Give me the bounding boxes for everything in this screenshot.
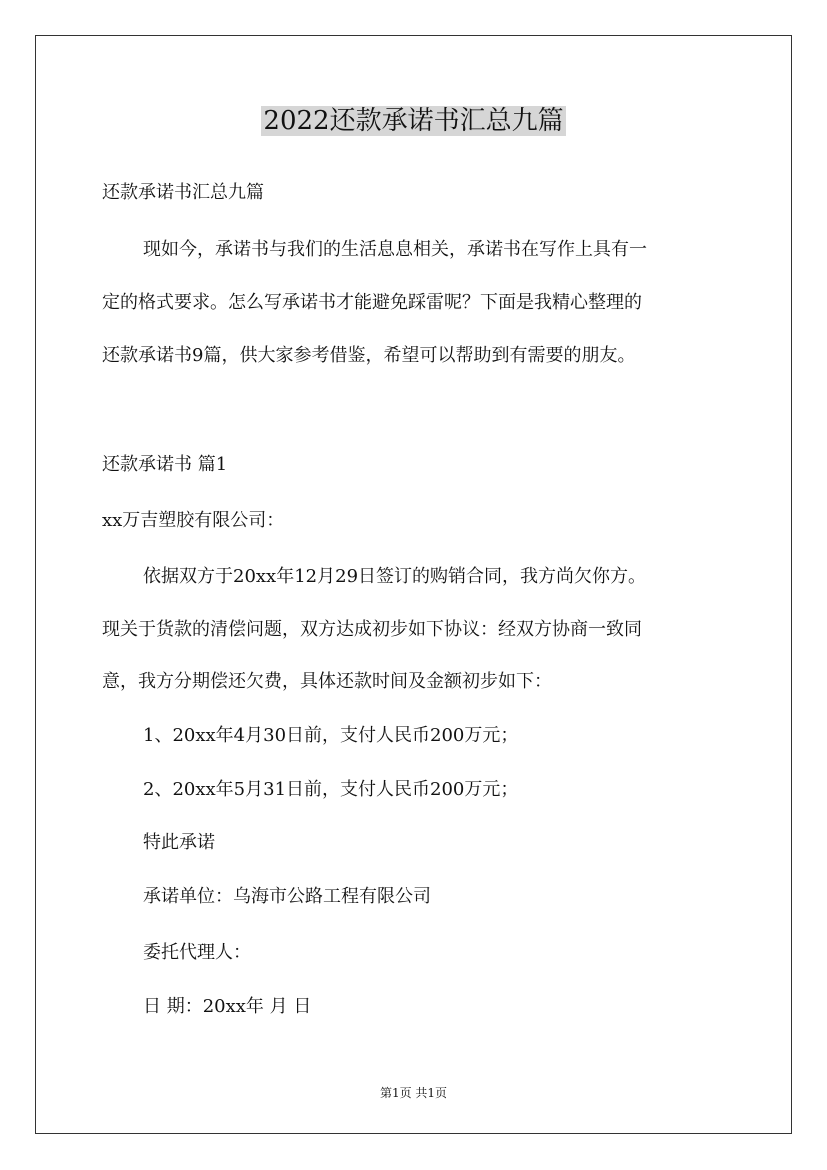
document-title: 2022还款承诺书汇总九篇 [263,106,564,136]
intro-line-2: 定的格式要求。怎么写承诺书才能避免踩雷呢？下面是我精心整理的 [102,292,642,313]
page-number: 第1页 共1页 [379,1086,448,1100]
addressee: xx万吉塑胶有限公司： [102,510,285,531]
body-line-2: 现关于货款的清偿问题，双方达成初步如下协议：经双方协商一致同 [102,619,642,640]
payment-item-2: 2、20xx年5月31日前，支付人民币200万元； [143,779,519,800]
commitment-unit: 承诺单位：乌海市公路工程有限公司 [143,886,431,907]
closing-text: 特此承诺 [143,832,215,853]
intro-line-1: 现如今，承诺书与我们的生活息息相关，承诺书在写作上具有一 [143,239,647,260]
section-heading: 还款承诺书 篇1 [102,454,228,475]
body-line-3: 意，我方分期偿还欠费，具体还款时间及金额初步如下： [102,671,552,692]
payment-item-1: 1、20xx年4月30日前，支付人民币200万元； [143,725,519,746]
document-subtitle: 还款承诺书汇总九篇 [102,182,264,203]
intro-line-3: 还款承诺书9篇，供大家参考借鉴，希望可以帮助到有需要的朋友。 [102,345,636,366]
body-line-1: 依据双方于20xx年12月29日签订的购销合同，我方尚欠你方。 [143,566,647,587]
date-line: 日 期：20xx年 月 日 [143,996,312,1017]
agent-line: 委托代理人： [143,942,251,963]
